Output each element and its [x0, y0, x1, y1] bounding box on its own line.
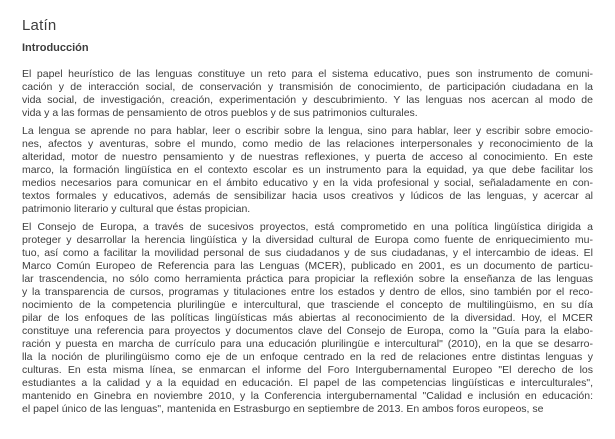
- document-body: [22, 68, 593, 416]
- text-line: ración y puesta en marcha de currículo para una educación plurilingüe e intercultural" (2010), en la que se desarro-: [22, 338, 593, 350]
- paragraph: [22, 68, 593, 120]
- text-line: patrimonio literario y cultural que éstas propician.: [22, 203, 251, 215]
- text-line: mantenido en Ginebra en noviembre 2010, y la Conferencia intergubernamental "Calidad e inclusión en educación:: [22, 390, 593, 402]
- text-line: el papel único de las lenguas", mantenida en Estrasburgo en septiembre de 2013. En ambos foros europeos, se: [22, 403, 544, 415]
- text-line: lla la noción de plurilingüismo como eje de un enfoque centrado en la red de relaciones entre distintas lenguas y: [22, 351, 593, 363]
- text-line: tuo, así como a facilitar la movilidad personal de sus ciudadanos y de sus ciudadanas, y el intercambio de ideas. El: [22, 247, 593, 259]
- text-line: estudiantes a la calidad y a la equidad en educación. El papel de las competencias lingüísticas e interculturales",: [22, 377, 593, 389]
- text-line: vida y a las formas de pensamiento de otros pueblos y de sus patrimonios culturales.: [22, 107, 418, 119]
- text-line: vida social, de investigación, creación, experimentación y descubrimiento. Y las lenguas nos acercan al modo de: [22, 94, 593, 106]
- text-line: pilar de los enfoques de las políticas lingüísticas más abiertas al reconocimiento de la diversidad. Hoy, el MCER: [22, 312, 593, 324]
- text-line: proteger y desarrollar la herencia lingüística y la diversidad cultural de Europa como fuente de enriquecimiento mu-: [22, 234, 593, 246]
- text-line: culturas. En esta misma línea, se enmarcan el informe del Foro Intergubernamental Europeo "El derecho de los: [22, 364, 593, 376]
- text-line: nocimiento de la competencia plurilingüe e intercultural, que trasciende el concepto de multilingüismo, en su día: [22, 299, 593, 311]
- paragraph: [22, 125, 593, 216]
- text-line: La lengua se aprende no para hablar, leer o escribir sobre la lengua, sino para hablar, leer y escribir sobre emocio-: [22, 125, 593, 137]
- page-title: Latín: [22, 17, 57, 34]
- text-line: medios necesarios para comunicar en el ámbito educativo y en la vida profesional y social, señaladamente en con-: [22, 177, 593, 189]
- text-line: marco, la formación lingüística en el contexto escolar es un instrumento para la equidad, ya que debe facilitar los: [22, 164, 593, 176]
- section-heading: Introducción: [22, 42, 89, 54]
- text-line: lar trascendencia, no sólo como herramienta práctica para propiciar la reflexión sobre la enseñanza de las lenguas: [22, 273, 593, 285]
- text-line: constituye una referencia para proyectos y documentos clave del Consejo de Europa, como la "Guía para la elabo-: [22, 325, 593, 337]
- text-line: Marco Común Europeo de Referencia para las Lenguas (MCER), publicado en 2001, es un documento de particu-: [22, 260, 593, 272]
- text-line: cación y de interacción social, de conservación y transmisión de conocimiento, de participación ciudadana en la: [22, 81, 593, 93]
- paragraph: [22, 221, 593, 416]
- text-line: textos formales y educativos, además de sensibilizar hacia usos creativos y lúdicos de las lenguas, y acercar al: [22, 190, 593, 202]
- text-line: y la transparencia de cursos, programas y titulaciones entre los estados y dentro de ellos, sino también por el reco-: [22, 286, 593, 298]
- text-line: nes, afectos y aventuras, sobre el mundo, como medio de las relaciones interpersonales y reconocimiento de la: [22, 138, 593, 150]
- text-line: alteridad, motor de nuestro pensamiento y de nuestras reflexiones, y puerta de acceso al conocimiento. En este: [22, 151, 593, 163]
- text-line: El papel heurístico de las lenguas constituye un reto para el sistema educativo, pues son instrumento de comuni-: [22, 68, 593, 80]
- text-line: El Consejo de Europa, a través de sucesivos proyectos, está comprometido en una política lingüística dirigida a: [22, 221, 593, 233]
